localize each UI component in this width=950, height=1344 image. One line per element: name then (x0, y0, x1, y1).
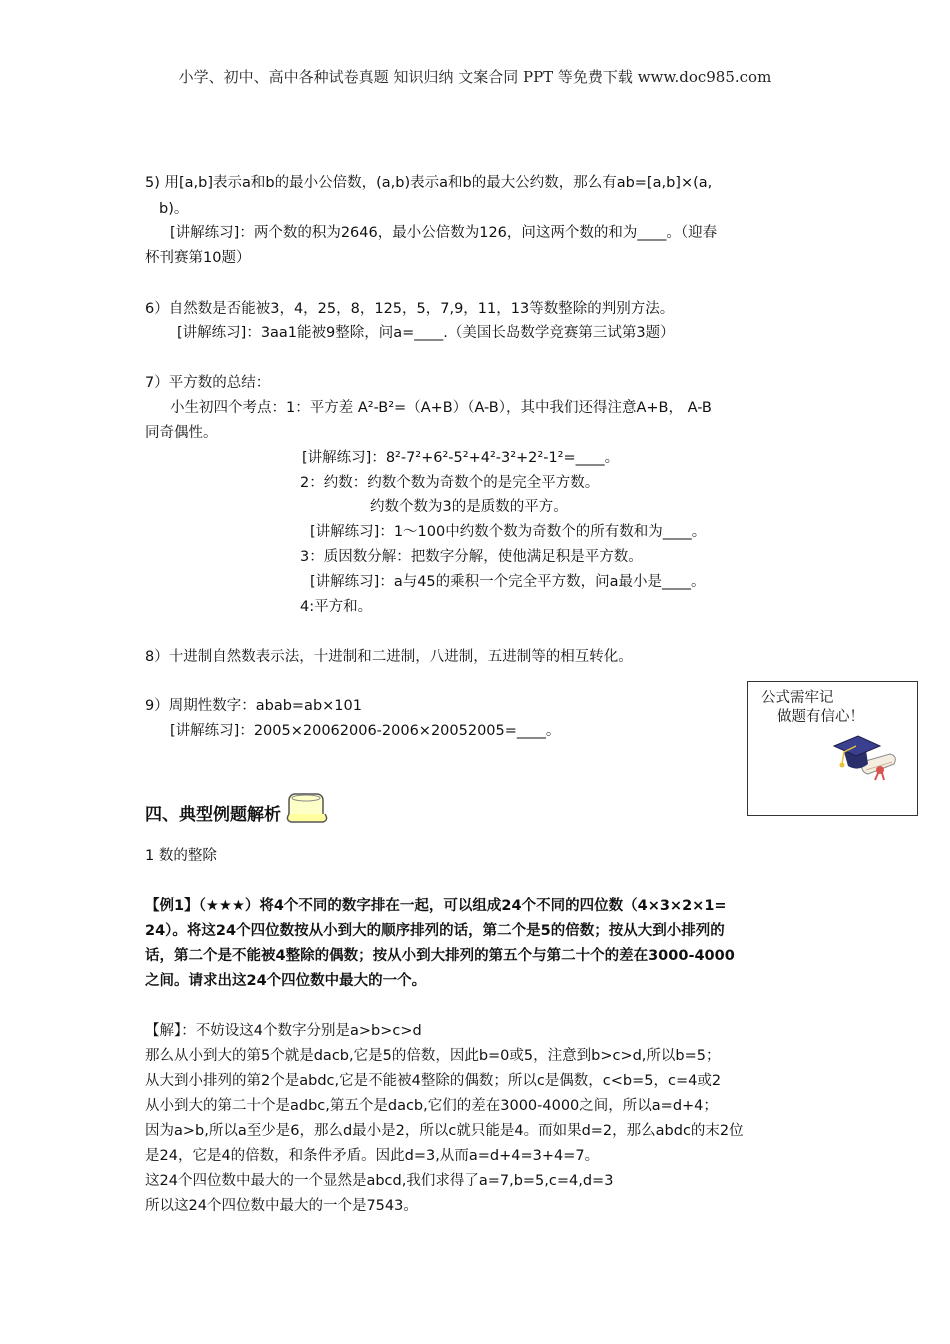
text-line: 7）平方数的总结： (145, 375, 271, 391)
section-title: 四、典型例题解析 (145, 805, 281, 825)
text-line: 1 数的整除 (145, 848, 217, 864)
tip-box (747, 681, 918, 816)
text-line: 因为a>b,所以a至少是6，那么d最小是2，所以c就只能是4。而如果d=2，那么abdc的末2位 (145, 1123, 744, 1139)
text-line: 24）。将这24个四位数按从小到大的顺序排列的话，第二个是5的倍数；按从大到小排列的 (145, 923, 725, 939)
text-line: 【例1】（★★★）将4个不同的数字排在一起，可以组成24个不同的四位数（4×3×2×1= (145, 898, 727, 914)
text-line: 2：约数：约数个数为奇数个的是完全平方数。 (300, 475, 600, 491)
text-line: 约数个数为3的是质数的平方。 (370, 499, 568, 515)
text-line: 所以这24个四位数中最大的一个是7543。 (145, 1198, 418, 1214)
tip-line-2: 做题有信心！ (777, 709, 864, 725)
text-line: 小生初四个考点：1：平方差 A²-B²=（A+B）（A-B），其中我们还得注意A+B， A-B (170, 400, 712, 416)
text-line: 之间。请求出这24个四位数中最大的一个。 (145, 973, 427, 989)
scroll-icon (283, 790, 331, 833)
text-line: [讲解练习]：2005×20062006-2006×20052005=____。 (170, 723, 561, 739)
text-line: [讲解练习]：3aa1能被9整除，问a=____.（美国长岛数学竞赛第三试第3题） (177, 325, 675, 341)
text-line: 6）自然数是否能被3，4，25，8，125，5，7,9，11，13等数整除的判别方法。 (145, 301, 675, 317)
text-line: 【解】：不妨设这4个数字分别是a>b>c>d (145, 1023, 422, 1039)
text-line: 同奇偶性。 (145, 425, 218, 441)
text-line: 5) 用[a,b]表示a和b的最小公倍数，(a,b)表示a和b的最大公约数，那么有ab=[a,b]×(a, (145, 175, 713, 191)
text-line: 这24个四位数中最大的一个显然是abcd,我们求得了a=7,b=5,c=4,d=3 (145, 1173, 614, 1189)
text-line: b)。 (159, 201, 189, 217)
page-header: 小学、初中、高中各种试卷真题 知识归纳 文案合同 PPT 等免费下载 www.doc985.com (178, 68, 772, 86)
text-line: 9）周期性数字：abab=ab×101 (145, 698, 362, 714)
graduation-cap-diploma-icon (832, 726, 904, 786)
text-line: 话，第二个是不能被4整除的偶数；按从小到大排列的第五个与第二十个的差在3000-4000 (145, 948, 735, 964)
text-line: 是24，它是4的倍数，和条件矛盾。因此d=3,从而a=d+4=3+4=7。 (145, 1148, 600, 1164)
text-line: 4:平方和。 (300, 599, 373, 615)
text-line: [讲解练习]：1～100中约数个数为奇数个的所有数和为____。 (310, 524, 707, 540)
text-line: [讲解练习]：两个数的积为2646，最小公倍数为126，问这两个数的和为____。（迎春 (170, 225, 718, 241)
section-heading (145, 790, 331, 833)
text-line: 从大到小排列的第2个是abdc,它是不能被4整除的偶数；所以c是偶数，c<b=5，c=4或2 (145, 1073, 722, 1089)
tip-line-1: 公式需牢记 (761, 690, 834, 706)
text-line: [讲解练习]：8²-7²+6²-5²+4²-3²+2²-1²=____。 (302, 450, 620, 466)
text-line: 杯刊赛第10题） (145, 250, 251, 266)
text-line: [讲解练习]：a与45的乘积一个完全平方数，问a最小是____。 (310, 574, 706, 590)
text-line: 3：质因数分解：把数字分解，使他满足积是平方数。 (300, 549, 643, 565)
text-line: 8）十进制自然数表示法，十进制和二进制，八进制，五进制等的相互转化。 (145, 649, 633, 665)
text-line: 那么从小到大的第5个就是dacb,它是5的倍数，因此b=0或5，注意到b>c>d,所以b=5； (145, 1048, 721, 1064)
text-line: 从小到大的第二十个是adbc,第五个是dacb,它们的差在3000-4000之间，所以a=d+4； (145, 1098, 718, 1114)
